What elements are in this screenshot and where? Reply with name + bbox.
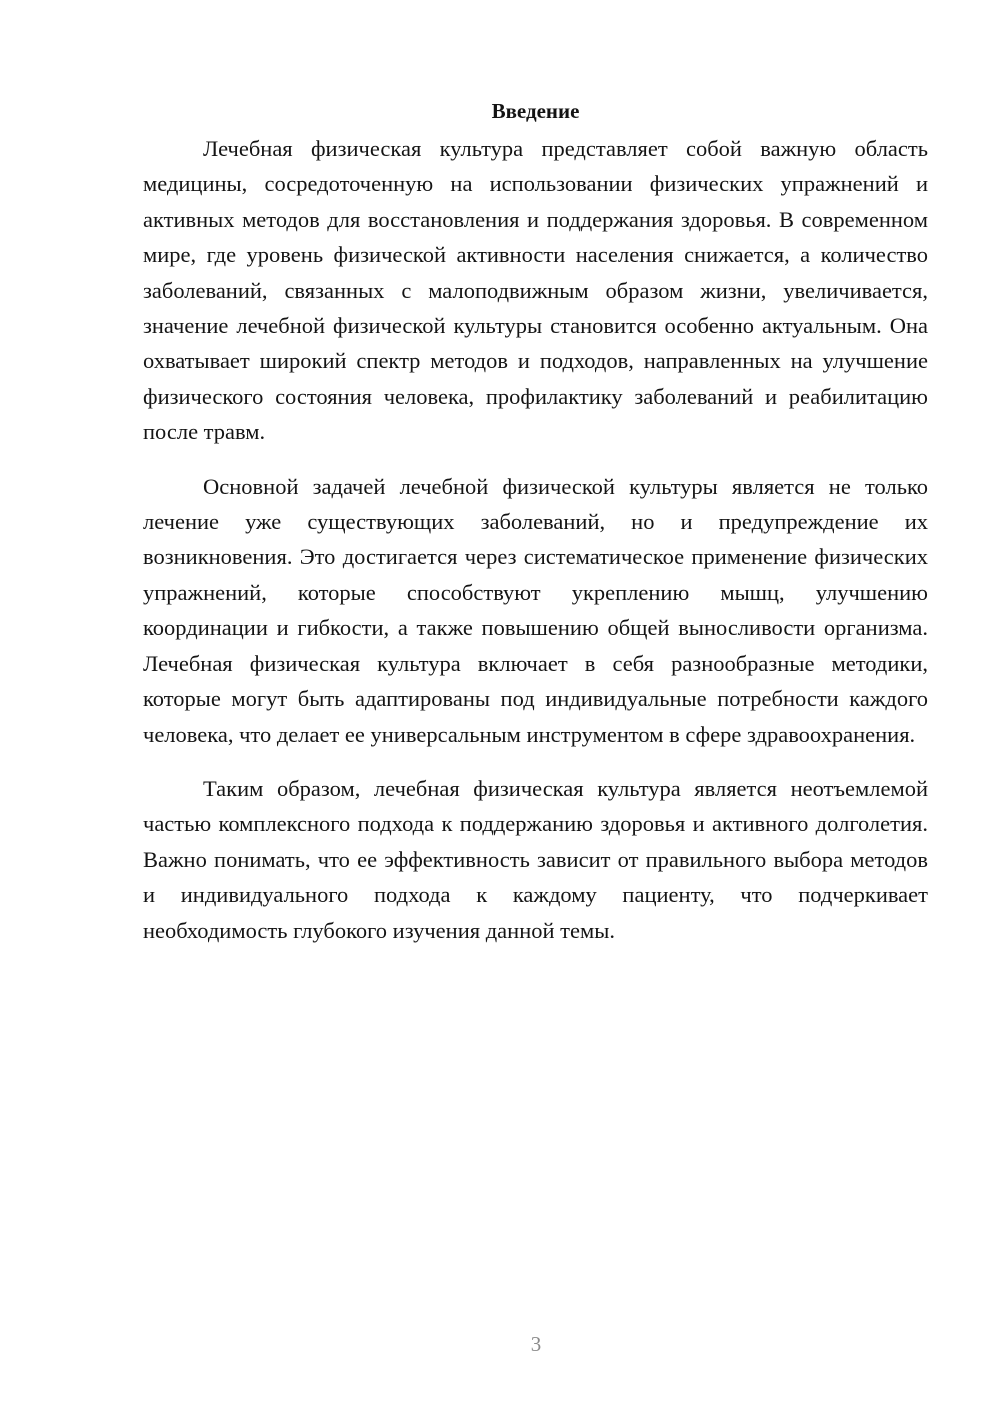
section-title: Введение (491, 99, 580, 123)
page-number: 3 (530, 1332, 542, 1356)
paragraph-2: Основной задачей лечебной физической культуры является не только лечение уже существующих заболеваний, но и предупреждение их возникновения. Это достигается через систематическое применение физических упражнений, которые способствуют укреплению мышц, улучшению координации и гибкости, а также повышению общей выносливости организма. Лечебная физическая культура включает в себя разнообразные методики, которые могут быть адаптированы под индивидуальные потребности каждого человека, что делает ее универсальным инструментом в сфере здравоохранения. (143, 473, 928, 747)
document-body (143, 92, 928, 967)
paragraph-1: Лечебная физическая культура представляет собой важную область медицины, сосредоточенную на использовании физических упражнений и активных методов для восстановления и поддержания здоровья. В современном мире, где уровень физической активности населения снижается, а количество заболеваний, связанных с малоподвижным образом жизни, увеличивается, значение лечебной физической культуры становится особенно актуальным. Она охватывает широкий спектр методов и подходов, направленных на улучшение физического состояния человека, профилактику заболеваний и реабилитацию после травм. (143, 136, 928, 445)
paragraph-3: Таким образом, лечебная физическая культура является неотъемлемой частью комплексного подхода к поддержанию здоровья и активного долголетия. Важно понимать, что ее эффективность зависит от правильного выбора методов и индивидуального подхода к каждому пациенту, что подчеркивает необходимость глубокого изучения данной темы. (143, 775, 928, 943)
